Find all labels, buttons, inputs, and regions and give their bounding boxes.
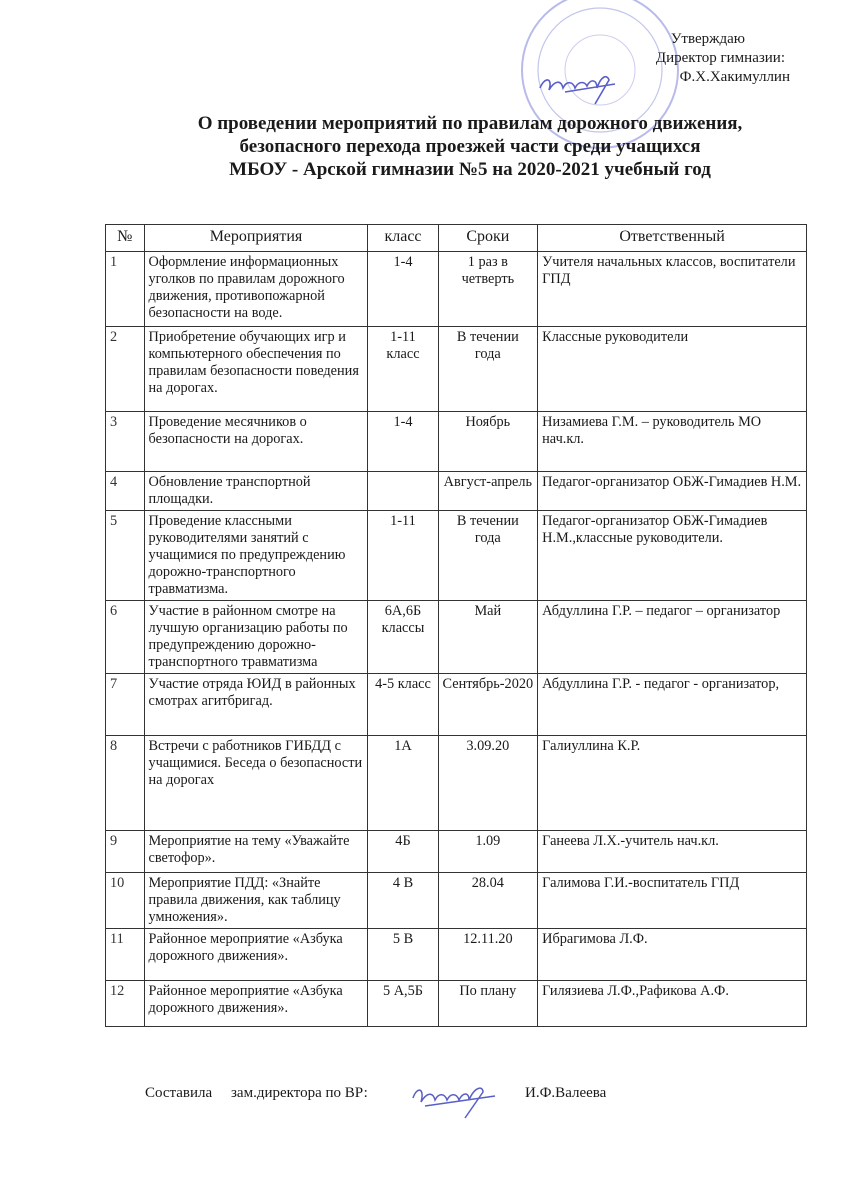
title-line-1: О проведении мероприятий по правилам дорожного движения, — [197, 113, 743, 134]
event-cell: Районное мероприятие «Азбука дорожного движения». — [144, 981, 368, 1027]
grade-cell: 1-4 — [368, 412, 438, 472]
composer-signature — [405, 1080, 505, 1120]
composer-position: зам.директора по ВР: — [231, 1085, 368, 1101]
event-cell: Участие отряда ЮИД в районных смотрах агитбригад. — [144, 674, 368, 736]
row-number: 9 — [106, 831, 145, 873]
event-cell: Мероприятие ПДД: «Знайте правила движения, как таблицу умножения». — [144, 873, 368, 929]
responsible-cell: Ибрагимова Л.Ф. — [538, 929, 807, 981]
grade-cell: 1-4 — [368, 252, 438, 327]
row-number: 7 — [106, 674, 145, 736]
grade-cell: 1А — [368, 736, 438, 831]
responsible-cell: Педагог-организатор ОБЖ-Гимадиев Н.М. — [538, 472, 807, 511]
row-number: 4 — [106, 472, 145, 511]
term-cell: По плану — [438, 981, 538, 1027]
table-row — [106, 412, 807, 472]
responsible-cell: Галиуллина К.Р. — [538, 736, 807, 831]
table-row — [106, 831, 807, 873]
responsible-cell: Учителя начальных классов, воспитатели ГПД — [538, 252, 807, 327]
responsible-cell: Классные руководители — [538, 327, 807, 412]
event-cell: Встречи с работников ГИБДД с учащимися. Беседа о безопасности на дорогах — [144, 736, 368, 831]
grade-cell — [368, 472, 438, 511]
table-row — [106, 472, 807, 511]
grade-cell: 4-5 класс — [368, 674, 438, 736]
row-number: 11 — [106, 929, 145, 981]
event-cell: Оформление информационных уголков по правилам дорожного движения, противопожарной безопасности на воде. — [144, 252, 368, 327]
director-signature — [535, 66, 625, 106]
header-responsible: Ответственный — [538, 225, 807, 252]
row-number: 10 — [106, 873, 145, 929]
table-row — [106, 736, 807, 831]
row-number: 6 — [106, 601, 145, 674]
responsible-cell: Педагог-организатор ОБЖ-Гимадиев Н.М.,классные руководители. — [538, 511, 807, 601]
row-number: 5 — [106, 511, 145, 601]
term-cell: 1 раз в четверть — [438, 252, 538, 327]
grade-cell: 5 В — [368, 929, 438, 981]
director-name: Ф.Х.Хакимуллин — [679, 69, 790, 85]
table-row — [106, 674, 807, 736]
responsible-cell: Абдуллина Г.Р. – педагог – организатор — [538, 601, 807, 674]
responsible-cell: Ганеева Л.Х.-учитель нач.кл. — [538, 831, 807, 873]
responsible-cell: Низамиева Г.М. – руководитель МО нач.кл. — [538, 412, 807, 472]
term-cell: Ноябрь — [438, 412, 538, 472]
title-line-2: безопасного перехода проезжей части среди учащихся — [239, 136, 701, 157]
events-table — [105, 224, 807, 1027]
term-cell: В течении года — [438, 511, 538, 601]
event-cell: Участие в районном смотре на лучшую организацию работы по предупреждению дорожно-транспортного травматизма — [144, 601, 368, 674]
composed-label: Составила — [145, 1085, 213, 1101]
event-cell: Обновление транспортной площадки. — [144, 472, 368, 511]
table-header-row — [106, 225, 807, 252]
term-cell: В течении года — [438, 327, 538, 412]
row-number: 3 — [106, 412, 145, 472]
grade-cell: 6А,6Б классы — [368, 601, 438, 674]
term-cell: 12.11.20 — [438, 929, 538, 981]
title-line-3: МБОУ - Арской гимназии №5 на 2020-2021 учебный год — [229, 159, 711, 180]
table-row — [106, 929, 807, 981]
term-cell: Сентябрь-2020 — [438, 674, 538, 736]
term-cell: 1.09 — [438, 831, 538, 873]
event-cell: Районное мероприятие «Азбука дорожного движения». — [144, 929, 368, 981]
header-number: № — [106, 225, 145, 252]
term-cell: 3.09.20 — [438, 736, 538, 831]
grade-cell: 1-11 класс — [368, 327, 438, 412]
responsible-cell: Абдуллина Г.Р. - педагог - организатор, — [538, 674, 807, 736]
grade-cell: 5 А,5Б — [368, 981, 438, 1027]
table-row — [106, 601, 807, 674]
row-number: 2 — [106, 327, 145, 412]
row-number: 8 — [106, 736, 145, 831]
header-events: Мероприятия — [144, 225, 368, 252]
event-cell: Приобретение обучающих игр и компьютерного обеспечения по правилам безопасности поведения на дорогах. — [144, 327, 368, 412]
event-cell: Проведение классными руководителями занятий с учащимися по предупреждению дорожно-транспортного травматизма. — [144, 511, 368, 601]
event-cell: Мероприятие на тему «Уважайте светофор». — [144, 831, 368, 873]
composer-name: И.Ф.Валеева — [525, 1085, 607, 1101]
table-row — [106, 511, 807, 601]
grade-cell: 1-11 — [368, 511, 438, 601]
term-cell: Май — [438, 601, 538, 674]
table-row — [106, 327, 807, 412]
approval-label: Утверждаю — [670, 31, 745, 47]
row-number: 12 — [106, 981, 145, 1027]
responsible-cell: Гилязиева Л.Ф.,Рафикова А.Ф. — [538, 981, 807, 1027]
header-term: Сроки — [438, 225, 538, 252]
row-number: 1 — [106, 252, 145, 327]
term-cell: Август-апрель — [438, 472, 538, 511]
term-cell: 28.04 — [438, 873, 538, 929]
director-title: Директор гимназии: — [655, 50, 785, 66]
table-row — [106, 873, 807, 929]
grade-cell: 4Б — [368, 831, 438, 873]
table-row — [106, 981, 807, 1027]
table-row — [106, 252, 807, 327]
responsible-cell: Галимова Г.И.-воспитатель ГПД — [538, 873, 807, 929]
event-cell: Проведение месячников о безопасности на дорогах. — [144, 412, 368, 472]
grade-cell: 4 В — [368, 873, 438, 929]
header-grade: класс — [368, 225, 438, 252]
document-title — [120, 112, 820, 181]
